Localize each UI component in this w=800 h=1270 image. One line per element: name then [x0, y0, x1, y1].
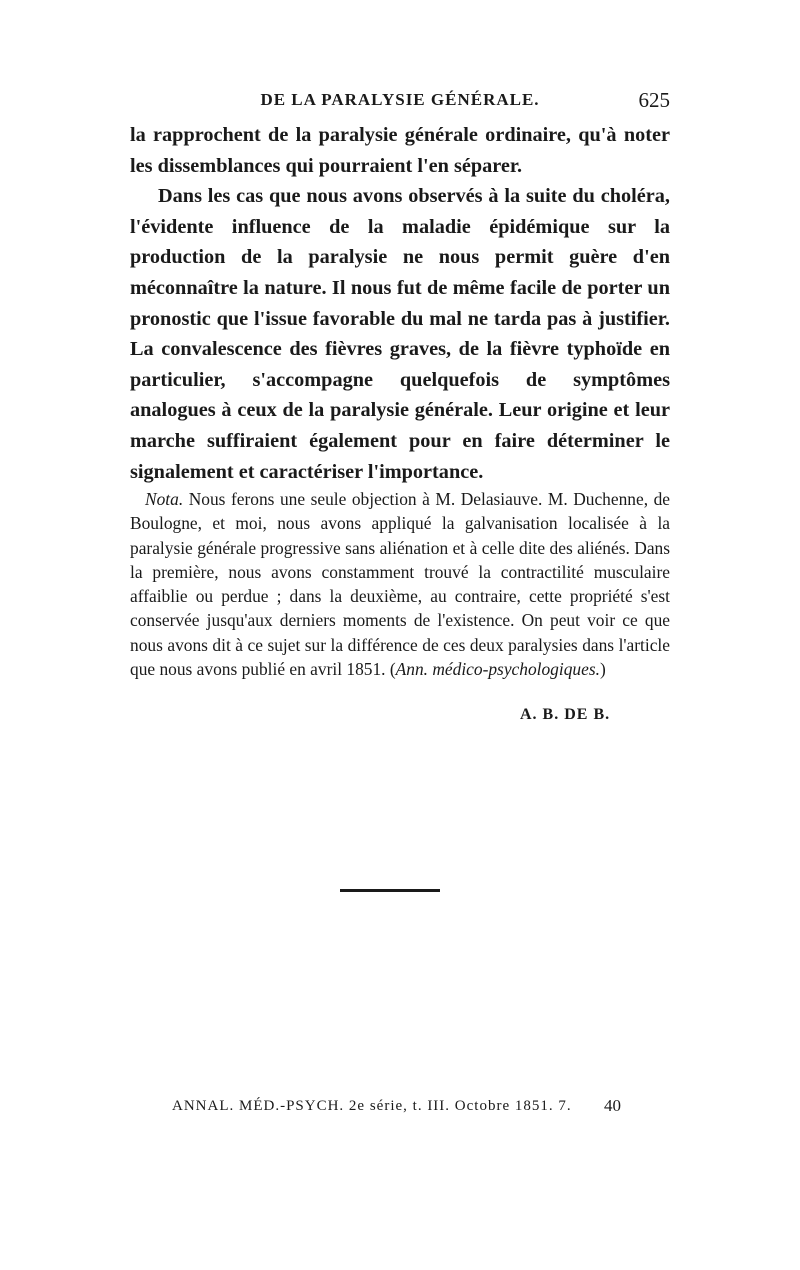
page-header [130, 90, 670, 120]
main-text [130, 120, 670, 487]
running-title: DE LA PARALYSIE GÉNÉRALE. [260, 90, 540, 109]
paragraph: la rapprochent de la paralysie générale ordinaire, qu'à noter les dissemblances qui pourraient l'en séparer. [130, 124, 670, 177]
footer-citation: ANNAL. MÉD.-PSYCH. 2e série, t. III. Octobre 1851. 7. [172, 1098, 572, 1114]
footnote [130, 487, 670, 681]
section-rule [340, 889, 440, 892]
note-text: Nous ferons une seule objection à M. Delasiauve. M. Duchenne, de Boulogne, et moi, nous avons appliqué la galvanisation localisée à la paralysie générale progressive sans aliénation et à celle dite des aliénés. Dans la première, nous avons constamment trouvé la contractilité musculaire affaiblie ou perdue ; dans la deuxième, au contraire, cette propriété s'est conservée jusqu'aux derniers moments de l'existence. On peut voir ce que nous avons dit à ce sujet sur la différence de ces deux paralysies dans l'article que nous avons publié en avril 1851. ( [130, 489, 670, 680]
note-paragraph [130, 487, 670, 681]
journal-title: Ann. médico-psychologiques. [395, 659, 600, 680]
paragraph: Dans les cas que nous avons observés à la suite du choléra, l'évidente influence de la maladie épidémique sur la production de la paralysie ne nous permit guère d'en méconnaître la nature. Il nous fut de même facile de porter un pronostic que l'issue favorable du mal ne tarda pas à justifier. La convalescence des fièvres graves, de la fièvre typhoïde en particulier, s'accompagne quelquefois de symptômes analogues à ceux de la paralysie générale. Leur origine et leur marche suffiraient également pour en faire déterminer le signalement et caractériser l'importance. [130, 185, 670, 483]
note-label: Nota. [145, 489, 184, 509]
signature-mark: 40 [604, 1096, 621, 1115]
author-signature: A. B. DE B. [520, 706, 611, 723]
note-close: ) [599, 659, 606, 680]
page-number: 625 [638, 88, 670, 112]
